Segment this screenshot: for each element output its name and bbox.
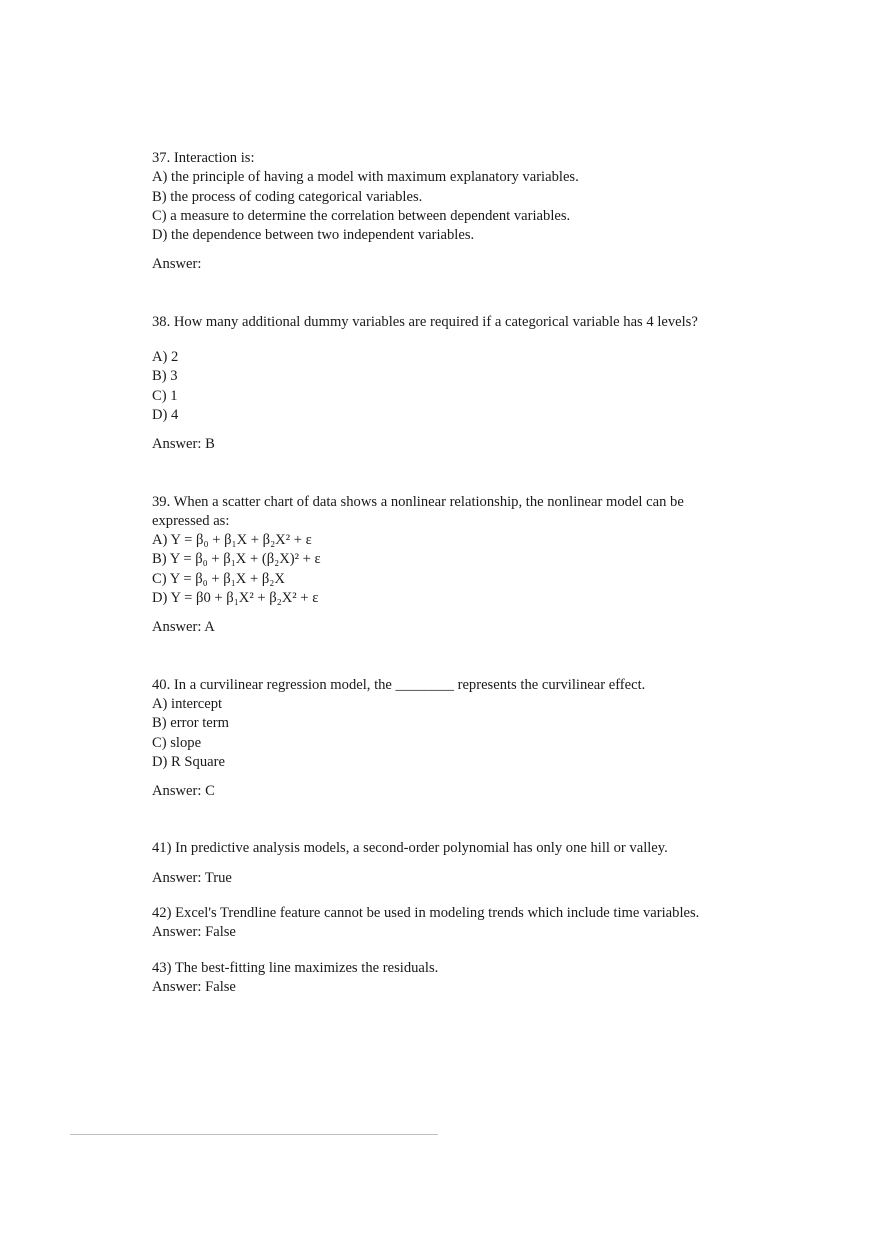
answer: Answer: (152, 256, 202, 273)
option-a: A) 2 (152, 349, 179, 366)
question-stem: 38. How many additional dummy variables are required if a categorical variable has 4 levels? (152, 313, 698, 330)
answer: Answer: A (152, 619, 215, 636)
option-c: C) slope (152, 734, 202, 751)
question-stem-continued: expressed as: (152, 512, 230, 529)
option-d: D) R Square (152, 753, 225, 770)
question-stem: 40. In a curvilinear regression model, the ________ represents the curvilinear effect. (152, 676, 646, 693)
option-d: D) the dependence between two independent variables. (152, 227, 475, 244)
question-38 (152, 313, 752, 455)
question-41 (152, 839, 752, 888)
option-d: D) Y = β0 + β₁X² + β₂X² + ε (152, 590, 319, 607)
option-a: A) intercept (152, 695, 223, 712)
option-b: B) error term (152, 715, 229, 732)
answer: Answer: False (152, 978, 236, 995)
answer: Answer: True (152, 869, 232, 886)
answer: Answer: False (152, 924, 236, 941)
option-b: B) 3 (152, 368, 178, 385)
option-b: B) the process of coding categorical variables. (152, 188, 423, 205)
option-c: C) Y = β₀ + β₁X + β₂X (152, 570, 285, 587)
question-list (152, 149, 752, 997)
option-a: A) Y = β₀ + β₁X + β₂X² + ε (152, 532, 312, 549)
answer: Answer: C (152, 783, 215, 800)
option-a: A) the principle of having a model with maximum explanatory variables. (152, 169, 579, 186)
question-stem: 43) The best-fitting line maximizes the residuals. (152, 959, 439, 976)
question-stem: 39. When a scatter chart of data shows a nonlinear relationship, the nonlinear model can be (152, 493, 684, 510)
question-43 (152, 959, 752, 998)
question-37 (152, 149, 752, 275)
answer: Answer: B (152, 436, 215, 453)
question-40 (152, 676, 752, 802)
option-d: D) 4 (152, 406, 179, 423)
question-39 (152, 493, 752, 638)
question-stem: 41) In predictive analysis models, a second-order polynomial has only one hill or valley. (152, 840, 668, 857)
question-stem: 37. Interaction is: (152, 150, 255, 166)
option-c: C) 1 (152, 387, 178, 404)
option-b: B) Y = β₀ + β₁X + (β₂X)² + ε (152, 551, 321, 568)
question-42 (152, 904, 752, 943)
option-c: C) a measure to determine the correlation between dependent variables. (152, 207, 571, 224)
footnote-divider (70, 1134, 438, 1135)
question-stem: 42) Excel's Trendline feature cannot be used in modeling trends which include time variables. (152, 905, 700, 922)
